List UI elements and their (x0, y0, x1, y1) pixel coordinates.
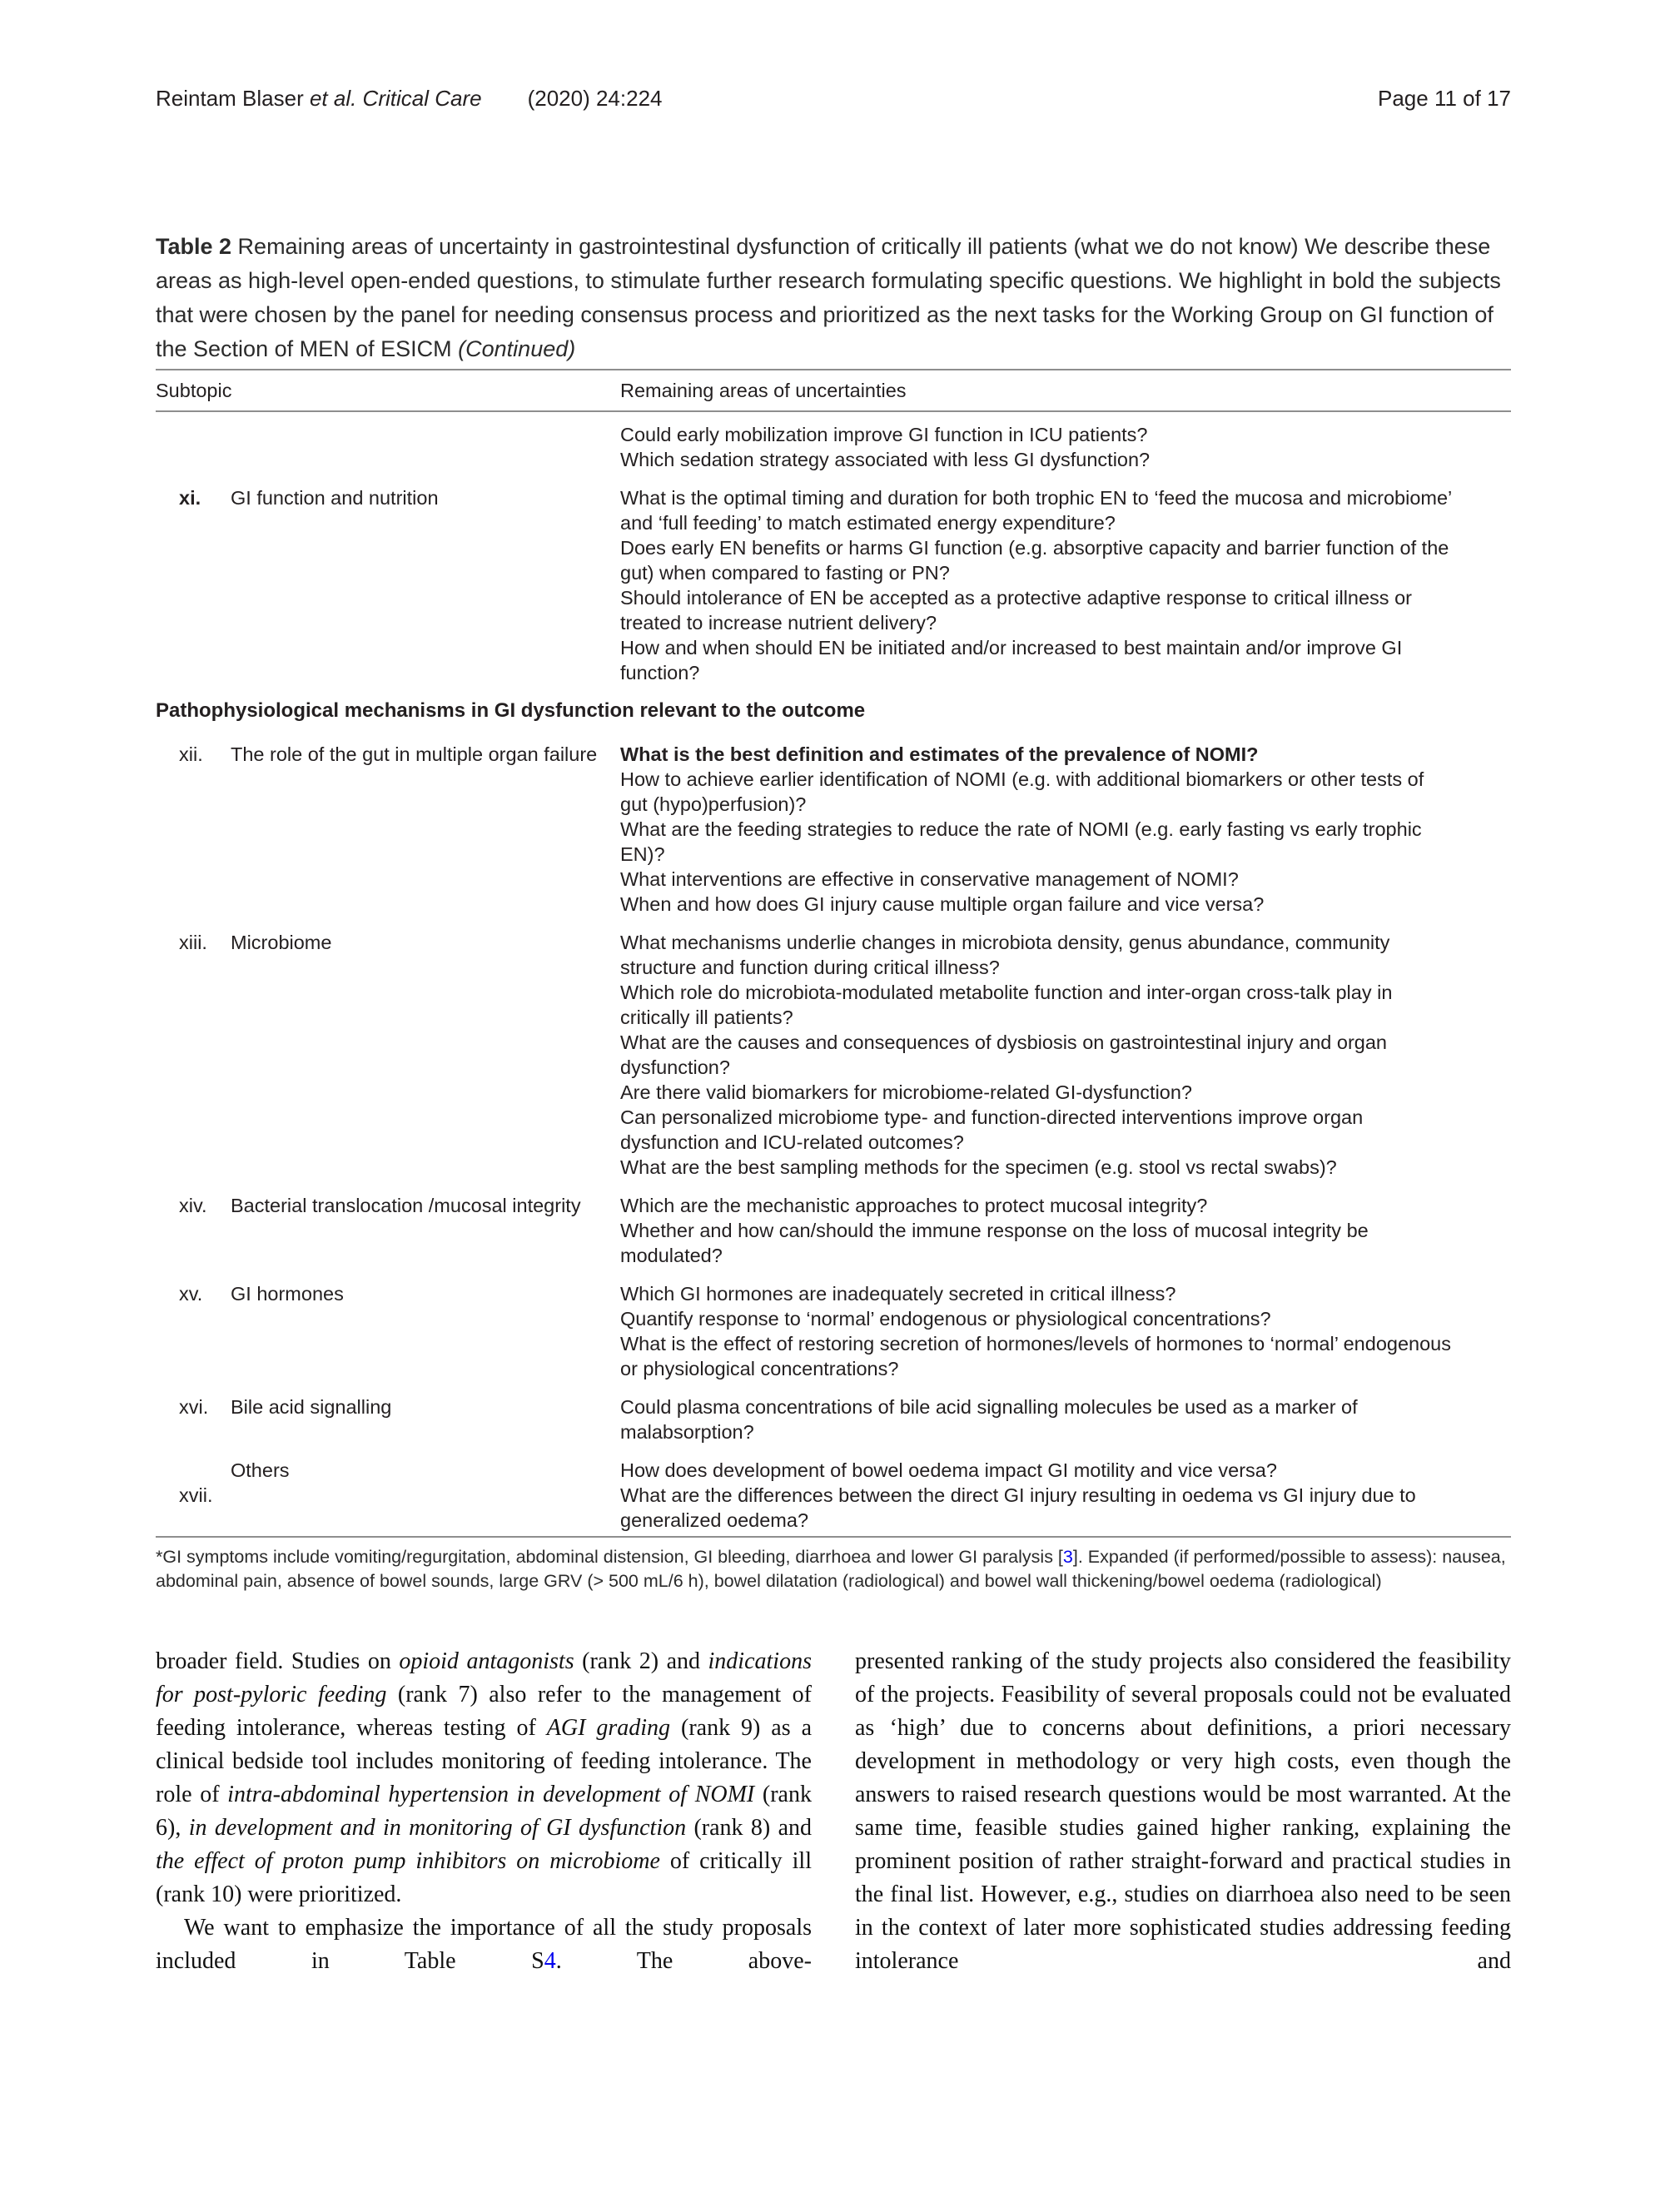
table-row (156, 1183, 1511, 1271)
question-text: Are there valid biomarkers for microbiome-related GI-dysfunction? (620, 1081, 1192, 1103)
text-run: (rank 8) and (686, 1815, 813, 1841)
question-text: Does early EN benefits or harms GI function (e.g. absorptive capacity and barrier function of the gut) when compared to fasting or PN? (620, 537, 1449, 584)
text-run: Table 2 (156, 234, 232, 259)
text-run: intra-abdominal hypertension in development of NOMI (227, 1782, 755, 1807)
subtopic-label: GI hormones (231, 1283, 344, 1305)
table-footnote (156, 1538, 1511, 1593)
row-numeral: xii. (179, 743, 203, 765)
text-run: presented ranking of the study projects also considered the feasibility of the projects. Feasibility of several proposals could not be evaluated as ‘high’ due to concerns about definitions, a priori necessary development in methodology or very high costs, even though the answers to raised research questions would be most warranted. At the same time, feasible studies gained higher ranking, explaining the prominent position of rather straight-forward and practical studies in the final list. However, e.g., studies on diarrhoea also need to be seen in the context of later more sophisticated studies addressing feeding intolerance and (855, 1648, 1511, 1974)
column-header-remaining: Remaining areas of uncertainties (620, 380, 907, 401)
question-text: How and when should EN be initiated and/or increased to best maintain and/or improve GI function? (620, 637, 1403, 683)
text-run: in development and in monitoring of GI dysfunction (188, 1815, 687, 1841)
body-text (156, 1645, 1511, 1978)
subtopic-cell (156, 1281, 620, 1381)
question-text: When and how does GI injury cause multiple organ failure and vice versa? (620, 893, 1265, 915)
question-text: What are the feeding strategies to reduce the rate of NOMI (e.g. early fasting vs early trophic EN)? (620, 818, 1422, 865)
subtopic-cell (156, 1458, 620, 1533)
table-row (156, 475, 1511, 688)
row-numeral: xv. (179, 1283, 203, 1305)
question-text: What are the differences between the direct GI injury resulting in oedema vs GI injury due to generalized oedema? (620, 1484, 1416, 1531)
reference-link[interactable]: 4 (544, 1948, 556, 1974)
text-run: the effect of proton pump inhibitors on microbiome (156, 1848, 660, 1874)
question-text: What interventions are effective in conservative management of NOMI? (620, 868, 1239, 890)
questions-cell (620, 1193, 1453, 1268)
reference-link[interactable]: 3 (1062, 1547, 1073, 1567)
table-row (156, 1448, 1511, 1536)
questions-cell (620, 742, 1453, 917)
row-numeral: xvi. (179, 1396, 209, 1418)
questions-cell (620, 1281, 1453, 1381)
text-run: ]. Expanded (if performed/possible to assess): nausea, abdominal pain, absence of bowel sounds, large GRV (> 500 mL/6 h), bowel dilatation (radiological) and bowel wall thickening/bowel oedema (radiological) (156, 1547, 1506, 1591)
table-2 (156, 369, 1511, 1593)
text-run: Remaining areas of uncertainty in gastrointestinal dysfunction of critically ill patients (what we do not know) We describe these areas as high-level open-ended questions, to stimulate further research formulating specific questions. We highlight in bold the subjects that were chosen by the panel for needing consensus process and prioritized as the next tasks for the Working Group on GI function of the Section of MEN of ESICM (156, 234, 1501, 361)
table-row (156, 1384, 1511, 1448)
text-run: of critically ill (rank 10) were prioritized. (156, 1848, 812, 1907)
question-text: What mechanisms underlie changes in microbiota density, genus abundance, community structure and function during critical illness? (620, 932, 1390, 978)
text-run: (rank 2) and (574, 1648, 708, 1674)
questions-cell (620, 485, 1453, 685)
questions-cell (620, 1394, 1453, 1444)
question-text: Quantify response to ‘normal’ endogenous or physiological concentrations? (620, 1308, 1271, 1330)
table-section-heading: Pathophysiological mechanisms in GI dysfunction relevant to the outcome (156, 699, 866, 722)
body-column-right (855, 1645, 1511, 1978)
question-text: What is the optimal timing and duration for both trophic EN to ‘feed the mucosa and microbiome’ and ‘full feeding’ to match estimated energy expenditure? (620, 487, 1452, 534)
text-run: We want to emphasize the importance of all the study proposals included in Table S (156, 1915, 812, 1974)
body-column-left (156, 1645, 812, 1978)
row-numeral: xi. (179, 487, 201, 509)
subtopic-cell (156, 1394, 620, 1444)
questions-cell (620, 930, 1453, 1180)
text-run: et al. Critical Care (309, 86, 482, 111)
subtopic-cell (156, 742, 620, 917)
question-text: How to achieve earlier identification of NOMI (e.g. with additional biomarkers or other tests of gut (hypo)perfusion)? (620, 768, 1424, 815)
question-text: Which role do microbiota-modulated metabolite function and inter-organ cross-talk play in critically ill patients? (620, 982, 1393, 1028)
subtopic-cell (156, 422, 620, 472)
table-row (156, 920, 1511, 1183)
running-head-authors (156, 86, 482, 111)
text-run: Reintam Blaser (156, 86, 310, 111)
text-run: indications for post-pyloric feeding (156, 1648, 812, 1707)
page-number: Page 11 of 17 (1378, 86, 1511, 111)
body-paragraph (156, 1645, 812, 1911)
text-run: broader field. Studies on (156, 1648, 400, 1674)
question-text: Could plasma concentrations of bile acid signalling molecules be used as a marker of malabsorption? (620, 1396, 1358, 1443)
text-run: (Continued) (458, 336, 576, 361)
subtopic-cell (156, 485, 620, 685)
question-text: Which sedation strategy associated with less GI dysfunction? (620, 449, 1151, 470)
text-run: . The above- (555, 1948, 812, 1974)
table-row (156, 412, 1511, 475)
question-text: What are the best sampling methods for the specimen (e.g. stool vs rectal swabs)? (620, 1156, 1337, 1178)
text-run: (rank 7) also refer to the management of feeding intolerance, whereas testing of (156, 1682, 812, 1741)
subtopic-label: Microbiome (231, 932, 332, 953)
table-body (156, 412, 1511, 1536)
subtopic-label: Others (231, 1459, 290, 1481)
row-numeral: xiv. (179, 1195, 207, 1216)
text-run: AGI grading (546, 1715, 671, 1741)
text-run: (rank 9) as a clinical bedside tool includes monitoring of feeding intolerance. The role of (156, 1715, 813, 1807)
question-text: Which are the mechanistic approaches to protect mucosal integrity? (620, 1195, 1208, 1216)
text-run: (rank 6), (156, 1782, 812, 1841)
question-text: How does development of bowel oedema impact GI motility and vice versa? (620, 1459, 1277, 1481)
table-header-row (156, 370, 1511, 410)
question-text: What are the causes and consequences of dysbiosis on gastrointestinal injury and organ dysfunction? (620, 1031, 1387, 1078)
subtopic-label: GI function and nutrition (231, 487, 439, 509)
subtopic-cell (156, 1193, 620, 1268)
table-row (156, 732, 1511, 920)
subtopic-label: The role of the gut in multiple organ failure (231, 743, 598, 765)
running-head (156, 86, 663, 112)
question-text: Should intolerance of EN be accepted as a protective adaptive response to critical illness or treated to increase nutrient delivery? (620, 587, 1412, 634)
row-numeral: xvii. (179, 1484, 213, 1506)
text-run: opioid antagonists (399, 1648, 574, 1674)
question-text: Which GI hormones are inadequately secreted in critical illness? (620, 1283, 1176, 1305)
running-head-citation: (2020) 24:224 (527, 86, 663, 111)
row-numeral: xiii. (179, 932, 207, 953)
questions-cell (620, 1458, 1453, 1533)
question-text: Whether and how can/should the immune response on the loss of mucosal integrity be modulated? (620, 1220, 1369, 1266)
subtopic-label: Bile acid signalling (231, 1396, 392, 1418)
subtopic-cell (156, 930, 620, 1180)
question-text: Can personalized microbiome type- and function-directed interventions improve organ dysfunction and ICU-related outcomes? (620, 1106, 1364, 1153)
page-header (156, 86, 1511, 112)
column-header-subtopic: Subtopic (156, 380, 232, 401)
question-text: What is the best definition and estimates of the prevalence of NOMI? (620, 743, 1259, 765)
question-text: Could early mobilization improve GI function in ICU patients? (620, 424, 1148, 445)
table-caption (156, 230, 1511, 366)
subtopic-label: Bacterial translocation /mucosal integrity (231, 1195, 581, 1216)
question-text: What is the effect of restoring secretion of hormones/levels of hormones to ‘normal’ endogenous or physiological concentrations? (620, 1333, 1451, 1379)
table-row (156, 1271, 1511, 1384)
body-paragraph (855, 1645, 1511, 1978)
text-run: *GI symptoms include vomiting/regurgitation, abdominal distension, GI bleeding, diarrhoea and lower GI paralysis [ (156, 1547, 1063, 1567)
body-paragraph (156, 1911, 812, 1978)
questions-cell (620, 422, 1453, 472)
